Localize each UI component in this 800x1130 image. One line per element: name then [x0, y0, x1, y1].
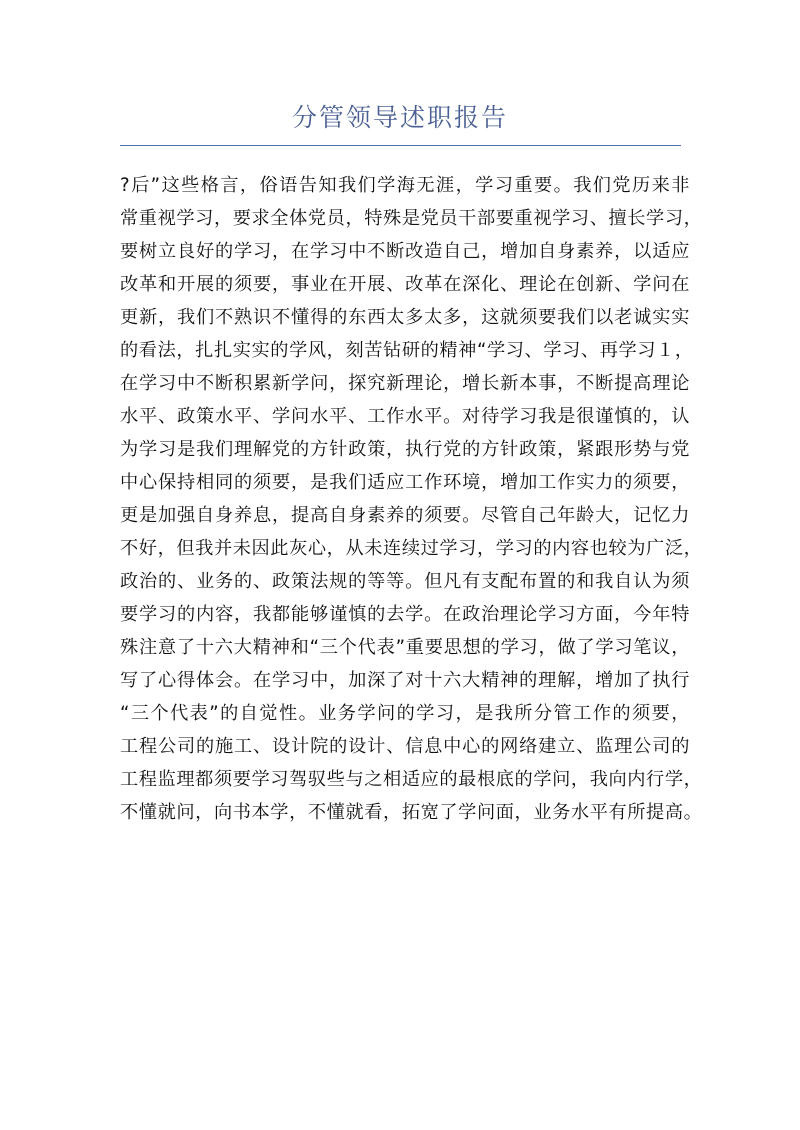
body-line: 为学习是我们理解党的方针政策，执行党的方针政策，紧跟形势与党	[120, 439, 690, 460]
body-line: 工程监理都须要学习驾驭些与之相适应的最根底的学问，我向内行学，	[120, 769, 703, 790]
body-line: 常重视学习，要求全体党员，特殊是党员干部要重视学习、擅长学习，	[120, 208, 703, 229]
body-line: 不好，但我并未因此灰心，从未连续过学习，学习的内容也较为广泛，	[120, 538, 703, 559]
document-body	[120, 169, 703, 829]
body-line: 要树立良好的学习，在学习中不断改造自己，增加自身素养，以适应	[120, 241, 690, 262]
body-line: 要学习的内容，我都能够谨慎的去学。在政治理论学习方面，今年特	[120, 604, 690, 625]
body-line: 不懂就问，向书本学，不懂就看，拓宽了学问面，业务水平有所提高。	[120, 802, 703, 823]
body-line: 殊注意了十六大精神和“三个代表”重要思想的学习，做了学习笔议，	[120, 637, 690, 658]
body-line: 在学习中不断积累新学问，探究新理论，增长新本事，不断提高理论	[120, 373, 690, 394]
body-line: 工程公司的施工、设计院的设计、信息中心的网络建立、监理公司的	[120, 736, 690, 757]
body-line: 政治的、业务的、政策法规的等等。但凡有支配布置的和我自认为须	[120, 571, 690, 592]
body-line: 改革和开展的须要，事业在开展、改革在深化、理论在创新、学问在	[120, 274, 690, 295]
body-line: 的看法，扎扎实实的学风，刻苦钻研的精神“学习、学习、再学习１，	[120, 340, 694, 361]
body-line: 水平、政策水平、学问水平、工作水平。对待学习我是很谨慎的，认	[120, 406, 690, 427]
title-underline-divider	[120, 145, 681, 146]
document-title: 分管领导述职报告	[291, 103, 508, 132]
body-line: 更新，我们不熟识不懂得的东西太多太多，这就须要我们以老诚实实	[120, 307, 690, 328]
body-line: ?后”这些格言，俗语告知我们学海无涯，学习重要。我们党历来非	[120, 175, 690, 196]
body-line: 中心保持相同的须要，是我们适应工作环境，增加工作实力的须要，	[120, 472, 690, 493]
body-line: “三个代表”的自觉性。业务学问的学习，是我所分管工作的须要，	[120, 703, 690, 724]
body-line: 更是加强自身养息，提高自身素养的须要。尽管自己年龄大，记忆力	[120, 505, 690, 526]
body-line: 写了心得体会。在学习中，加深了对十六大精神的理解，增加了执行	[120, 670, 690, 691]
